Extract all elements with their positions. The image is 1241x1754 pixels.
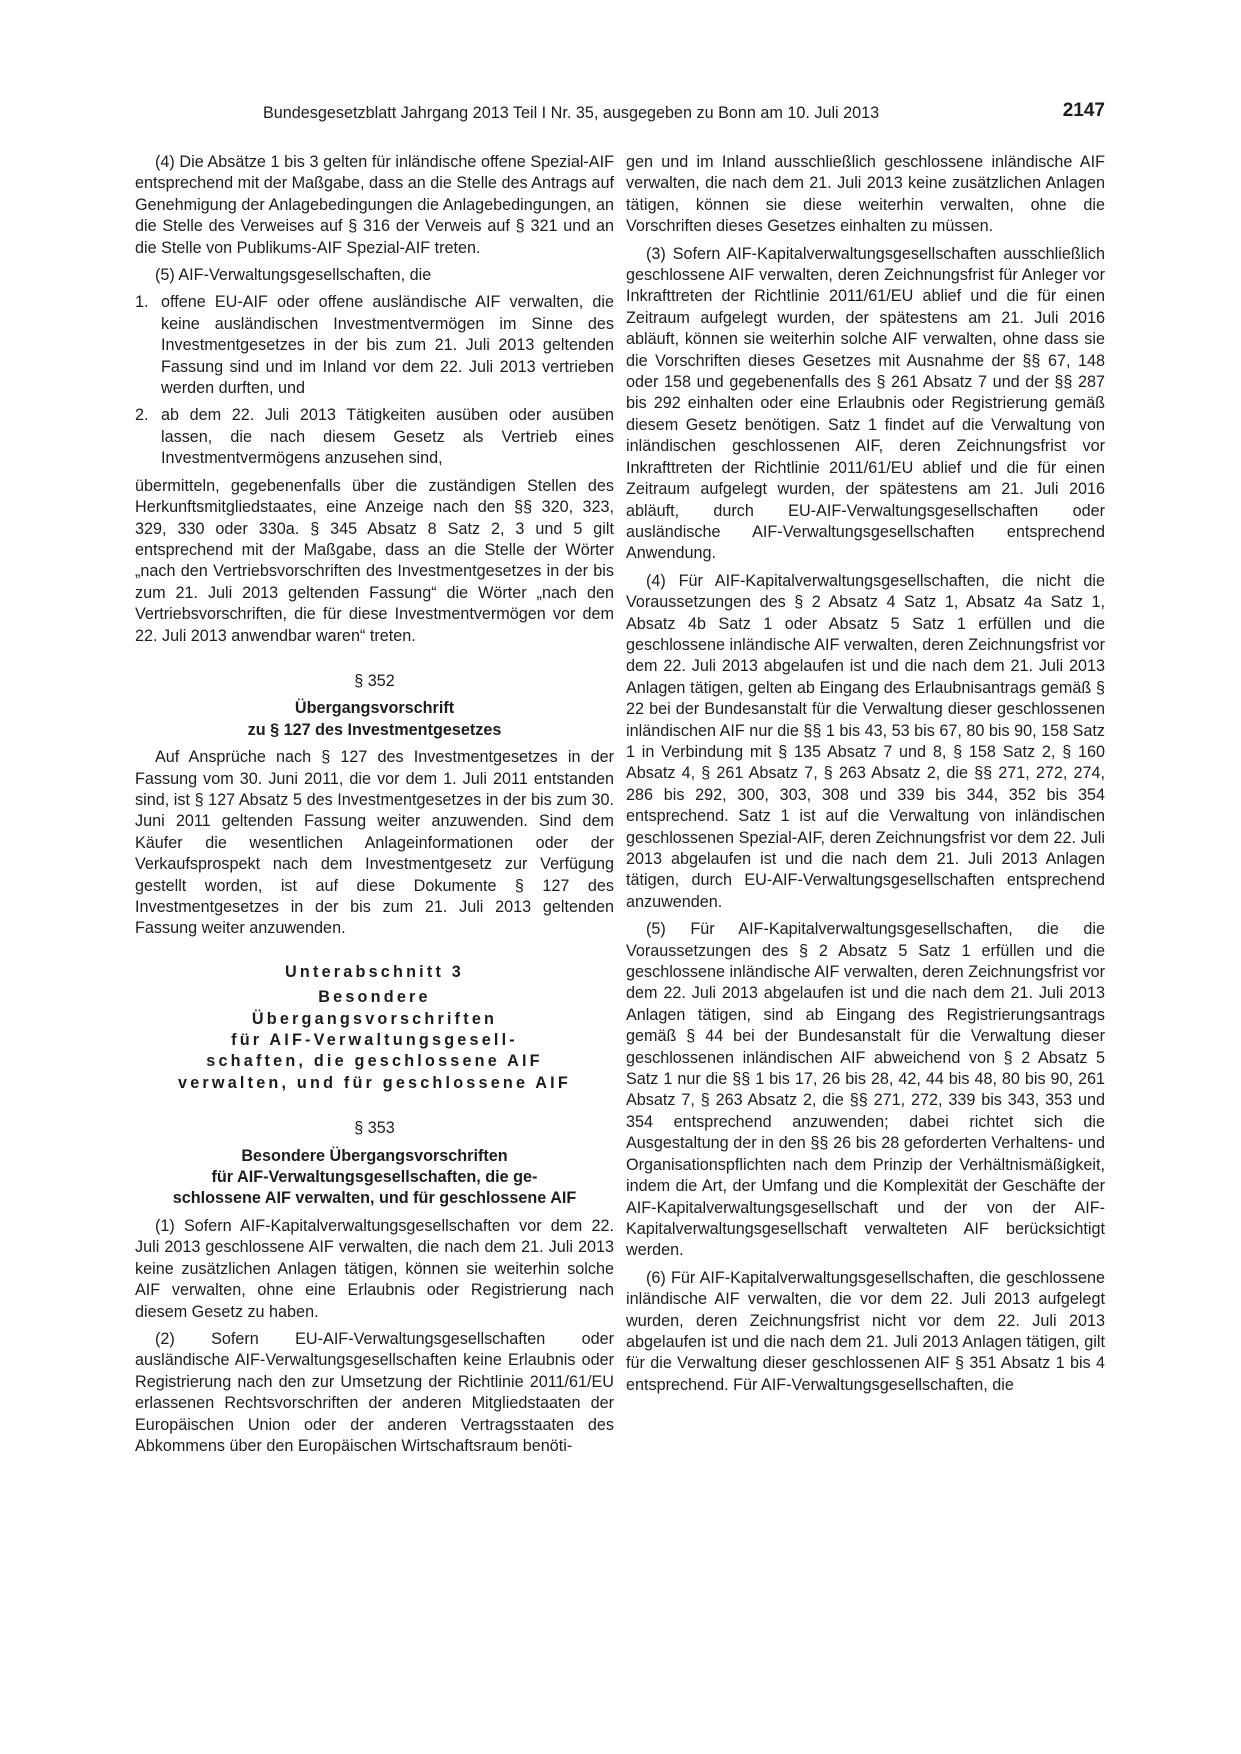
list-item-number: 1.: [135, 293, 149, 312]
subsection-number: Unterabschnitt 3: [285, 962, 464, 981]
section-number: § 352: [354, 671, 395, 690]
paragraph: (5) AIF-Verwaltungsgesellschaften, die: [155, 266, 432, 285]
paragraph: gen und im Inland ausschließlich geschlossene inländische AIF verwalten, die nach dem 21. Juli 2013 keine zusätzlichen Anlagen tätigen, können sie diese weiterhin verwalten, ohne die Vorschriften dieses Gesetzes einhalten zu müssen.: [626, 153, 1105, 236]
paragraph: (4) Die Absätze 1 bis 3 gelten für inländische offene Spezial-AIF entsprechend mit der Maßgabe, dass an die Stelle des Antrags auf Genehmigung der Anlagebedingungen die Anlagebedingungen, an die Stelle des Verweises auf § 316 der Verweis auf § 321 und an die Stelle von Publikums-AIF Spezial-AIF treten.: [135, 153, 614, 257]
subsection-title-line: für AIF-Verwaltungsgesell-: [231, 1031, 518, 1050]
list-item: [135, 405, 614, 469]
section-title-line: zu § 127 des Investmentgesetzes: [247, 720, 502, 739]
left-column: [135, 152, 614, 1463]
list-item-text: ab dem 22. Juli 2013 Tätigkeiten ausüben oder ausüben lassen, die nach diesem Gesetz als Vertrieb eines Investmentvermögens anzusehen sind,: [161, 406, 614, 468]
subsection-title-line: verwalten, und für geschlossene AIF: [178, 1073, 571, 1092]
running-title: Bundesgesetzblatt Jahrgang 2013 Teil I Nr. 35, ausgegeben zu Bonn am 10. Juli 2013: [263, 104, 880, 122]
subsection-title-line: Übergangsvorschriften: [251, 1009, 498, 1028]
section-title-line: Übergangsvorschrift: [294, 699, 455, 718]
paragraph: (3) Sofern AIF-Kapitalverwaltungsgesellschaften ausschließlich geschlossene AIF verwalten, deren Zeichnungsfrist für Anleger vor Inkrafttreten der Richtlinie 2011/61/EU ablief und die für einen Zeitraum aufgelegt wurden, der spätestens am 21. Juli 2016 abläuft, können sie weiterhin solche AIF verwalten, ohne dass sie die Vorschriften dieses Gesetzes mit Ausnahme der §§ 67, 148 oder 158 und gegebenenfalls des § 261 Absatz 7 und der §§ 287 bis 292 einhalten oder eine Erlaubnis oder Registrierung gemäß diesem Gesetz benötigen. Satz 1 findet auf die Verwaltung von inländischen geschlossenen AIF, deren Zeichnungsfrist vor Inkrafttreten der Richtlinie 2011/61/EU ablief und die für einen Zeitraum aufgelegt wurden, der spätestens am 21. Juli 2016 abläuft, durch EU-AIF-Verwaltungsgesellschaften oder ausländische AIF-Verwaltungsgesellschaften entsprechend Anwendung.: [626, 244, 1105, 563]
paragraph: (2) Sofern EU-AIF-Verwaltungsgesellschaften oder ausländische AIF-Verwaltungsgesellschaften keine Erlaubnis oder Registrierung nach den zur Umsetzung der Richtlinie 2011/61/EU erlassenen Rechtsvorschriften der anderen Mitgliedstaaten der Europäischen Union oder der anderen Vertragsstaaten des Abkommens über den Europäischen Wirtschaftsraum benöti-: [135, 1329, 614, 1455]
section-title-line: Besondere Übergangsvorschriften: [241, 1146, 508, 1165]
paragraph: (1) Sofern AIF-Kapitalverwaltungsgesellschaften vor dem 22. Juli 2013 geschlossene AIF verwalten, die nach dem 21. Juli 2013 keine zusätzlichen Anlagen tätigen, können sie weiterhin solche AIF verwalten, ohne eine Erlaubnis oder Registrierung nach diesem Gesetz zu haben.: [135, 1216, 614, 1321]
section-title: [135, 1146, 614, 1210]
paragraph: übermitteln, gegebenenfalls über die zuständigen Stellen des Herkunftsmitgliedstaates, eine Anzeige nach den §§ 320, 323, 329, 330 oder 330a. § 345 Absatz 8 Satz 2, 3 und 5 gilt entsprechend mit der Maßgabe, dass an die Stelle der Wörter „nach den Vertriebsvorschriften des Investmentgesetzes in der bis zum 21. Juli 2013 geltenden Fassung“ die Wörter „nach den Vertriebsvorschriften, die für diese Investmentvermögen vor dem 22. Juli 2013 anwendbar waren“ treten.: [135, 476, 614, 645]
subsection-title: [135, 987, 614, 1094]
section-title-line: schlossene AIF verwalten, und für geschlossene AIF: [172, 1189, 577, 1208]
list-item-number: 2.: [135, 406, 149, 425]
subsection-title-line: schaften, die geschlossene AIF: [206, 1052, 543, 1071]
section-number: § 353: [354, 1119, 395, 1138]
paragraph: (5) Für AIF-Kapitalverwaltungsgesellschaften, die die Voraussetzungen des § 2 Absatz 5 Satz 1 erfüllen und die geschlossene inländische AIF verwalten, deren Zeichnungsfrist vor dem 22. Juli 2013 abgelaufen ist und die nach dem 21. Juli 2013 Anlagen tätigen, sind ab Eingang des Registrierungsantrags gemäß § 44 bei der Bundesanstalt für die Verwaltung dieser geschlossenen inländischen AIF abweichend von § 2 Absatz 5 Satz 1 nur die §§ 1 bis 17, 26 bis 28, 42, 44 bis 48, 80 bis 90, 261 Absatz 7, § 263 Absatz 2, die §§ 271, 272, 339 bis 343, 353 und 354 entsprechend anzuwenden; dabei richtet sich die Ausgestaltung der in den §§ 26 bis 28 geforderten Verhaltens- und Organisationspflichten nach dem Prinzip der Verhältnismäßigkeit, indem die Art, der Umfang und die Komplexität der Geschäfte der AIF-Kapitalverwaltungsgesellschaft und der von der AIF-Kapitalverwaltungsgesellschaft verwalteten AIF berücksichtigt werden.: [626, 920, 1105, 1260]
list-item-text: offene EU-AIF oder offene ausländische AIF verwalten, die keine ausländischen Investmentvermögen im Sinne des Investmentgesetzes in der bis zum 21. Juli 2013 geltenden Fassung sind und im Inland vor dem 22. Juli 2013 vertrieben werden durften, und: [161, 293, 614, 398]
section-title-line: für AIF-Verwaltungsgesellschaften, die ge-: [211, 1168, 538, 1187]
subsection-title-line: Besondere: [318, 988, 431, 1007]
paragraph: (4) Für AIF-Kapitalverwaltungsgesellschaften, die nicht die Voraussetzungen des § 2 Absatz 4 Satz 1, Absatz 4a Satz 1, Absatz 4b Satz 1 oder Absatz 5 Satz 1 erfüllen und die geschlossene inländische AIF verwalten, deren Zeichnungsfrist vor dem 22. Juli 2013 abgelaufen ist und die nach dem 21. Juli 2013 Anlagen tätigen, gelten ab Eingang des Erlaubnisantrags gemäß § 22 bei der Bundesanstalt für die Verwaltung dieser geschlossenen inländischen AIF nur die §§ 1 bis 43, 53 bis 67, 80 bis 90, 158 Satz 1 in Verbindung mit § 135 Absatz 7 und 8, § 158 Satz 2, § 160 Absatz 4, § 261 Absatz 7, § 263 Absatz 2, die §§ 271, 272, 274, 286 bis 292, 300, 303, 308 und 339 bis 344, 352 bis 354 entsprechend. Satz 1 ist auf die Verwaltung von inländischen geschlossenen Spezial-AIF, deren Zeichnungsfrist vor dem 22. Juli 2013 abgelaufen ist und die nach dem 21. Juli 2013 Anlagen tätigen, durch EU-AIF-Verwaltungsgesellschaften entsprechend anzuwenden.: [626, 571, 1105, 911]
paragraph: (6) Für AIF-Kapitalverwaltungsgesellschaften, die geschlossene inländische AIF verwalten, die vor dem 22. Juli 2013 aufgelegt wurden, deren Zeichnungsfrist nicht vor dem 22. Juli 2013 abgelaufen ist und die nach dem 21. Juli 2013 Anlagen tätigen, gilt für die Verwaltung dieser geschlossenen AIF § 351 Absatz 1 bis 4 entsprechend. Für AIF-Verwaltungsgesellschaften, die: [626, 1268, 1105, 1394]
page-number: 2147: [1062, 100, 1105, 121]
page-header: [135, 100, 1105, 130]
list-item: [135, 292, 614, 399]
right-column: [626, 152, 1105, 1402]
section-title: [135, 698, 614, 741]
paragraph: Auf Ansprüche nach § 127 des Investmentgesetzes in der Fassung vom 30. Juni 2011, die vor dem 1. Juli 2011 entstanden sind, ist § 127 Absatz 5 des Investmentgesetzes in der bis zum 30. Juni 2011 geltenden Fassung weiter anzuwenden. Sind dem Käufer die wesentlichen Anlageinformationen oder der Verkaufsprospekt nach dem Investmentgesetz zur Verfügung gestellt worden, ist auf diese Dokumente § 127 des Investmentgesetzes in der bis zum 21. Juli 2013 geltenden Fassung weiter anzuwenden.: [135, 748, 614, 938]
